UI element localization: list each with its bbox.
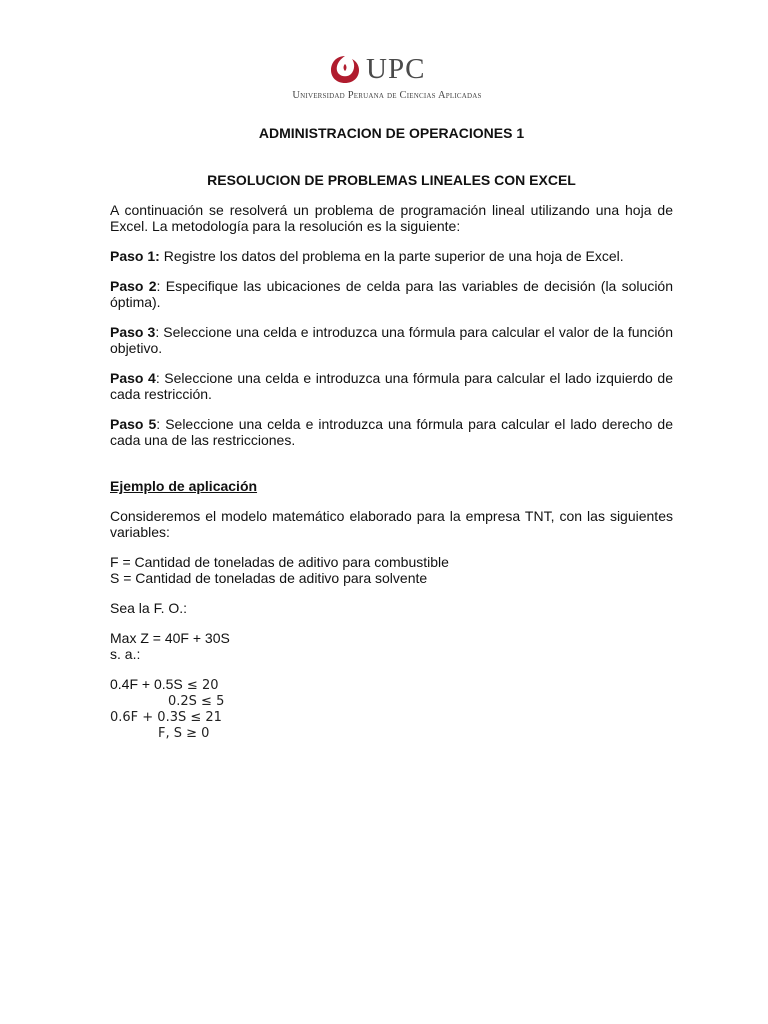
step-label: Paso 4 <box>110 370 156 386</box>
logo-wordmark: UPC <box>366 53 426 85</box>
step-1 <box>110 248 673 264</box>
step-5 <box>110 416 673 448</box>
document-subtitle: RESOLUCION DE PROBLEMAS LINEALES CON EXCEL <box>207 172 576 188</box>
objective-function: Max Z = 40F + 30S <box>110 630 230 646</box>
non-negativity-constraint: F, S ≥ 0 <box>158 726 210 741</box>
step-2 <box>110 278 673 310</box>
intro-paragraph: A continuación se resolverá un problema de programación lineal utilizando una hoja de Excel. La metodología para la resolución es la siguiente: <box>110 202 673 234</box>
constraint-1 <box>110 676 673 694</box>
subject-to-label: s. a.: <box>110 646 141 662</box>
variable-s: S = Cantidad de toneladas de aditivo para solvente <box>110 570 428 586</box>
document-body <box>110 125 673 742</box>
step-text: : Seleccione una celda e introduzca una fórmula para calcular el valor de la función objetivo. <box>110 324 674 356</box>
step-3 <box>110 324 673 356</box>
constraint-1-rhs: ≤ 20 <box>182 678 219 693</box>
document-title: ADMINISTRACION DE OPERACIONES 1 <box>258 125 525 141</box>
step-text: : Seleccione una celda e introduzca una fórmula para calcular el lado izquierdo de cada restricción. <box>110 370 673 402</box>
example-heading: Ejemplo de aplicación <box>110 478 258 494</box>
upc-logo <box>262 52 512 104</box>
step-text: Registre los datos del problema en la parte superior de una hoja de Excel. <box>159 248 624 264</box>
step-label: Paso 3 <box>110 324 156 340</box>
step-label: Paso 5 <box>110 416 157 432</box>
step-label: Paso 2 <box>110 278 157 294</box>
variable-f: F = Cantidad de toneladas de aditivo para combustible <box>110 554 449 570</box>
logo-subtitle: Universidad Peruana de Ciencias Aplicadas <box>292 90 482 101</box>
step-4 <box>110 370 673 402</box>
step-text: : Seleccione una celda e introduzca una fórmula para calcular el lado derecho de cada una de las restricciones. <box>110 416 674 448</box>
upc-emblem-icon <box>328 52 362 86</box>
step-text: : Especifique las ubicaciones de celda para las variables de decisión (la solución óptima). <box>110 278 674 310</box>
fo-label: Sea la F. O.: <box>110 600 188 616</box>
constraint-2: 0.2S ≤ 5 <box>168 694 225 709</box>
step-label: Paso 1: <box>110 248 160 264</box>
constraint-3: 0.6F + 0.3S ≤ 21 <box>110 710 222 725</box>
example-intro: Consideremos el modelo matemático elaborado para la empresa TNT, con las siguientes variables: <box>110 508 673 540</box>
constraint-1-lhs: 0.4F + 0.5S <box>110 676 183 692</box>
